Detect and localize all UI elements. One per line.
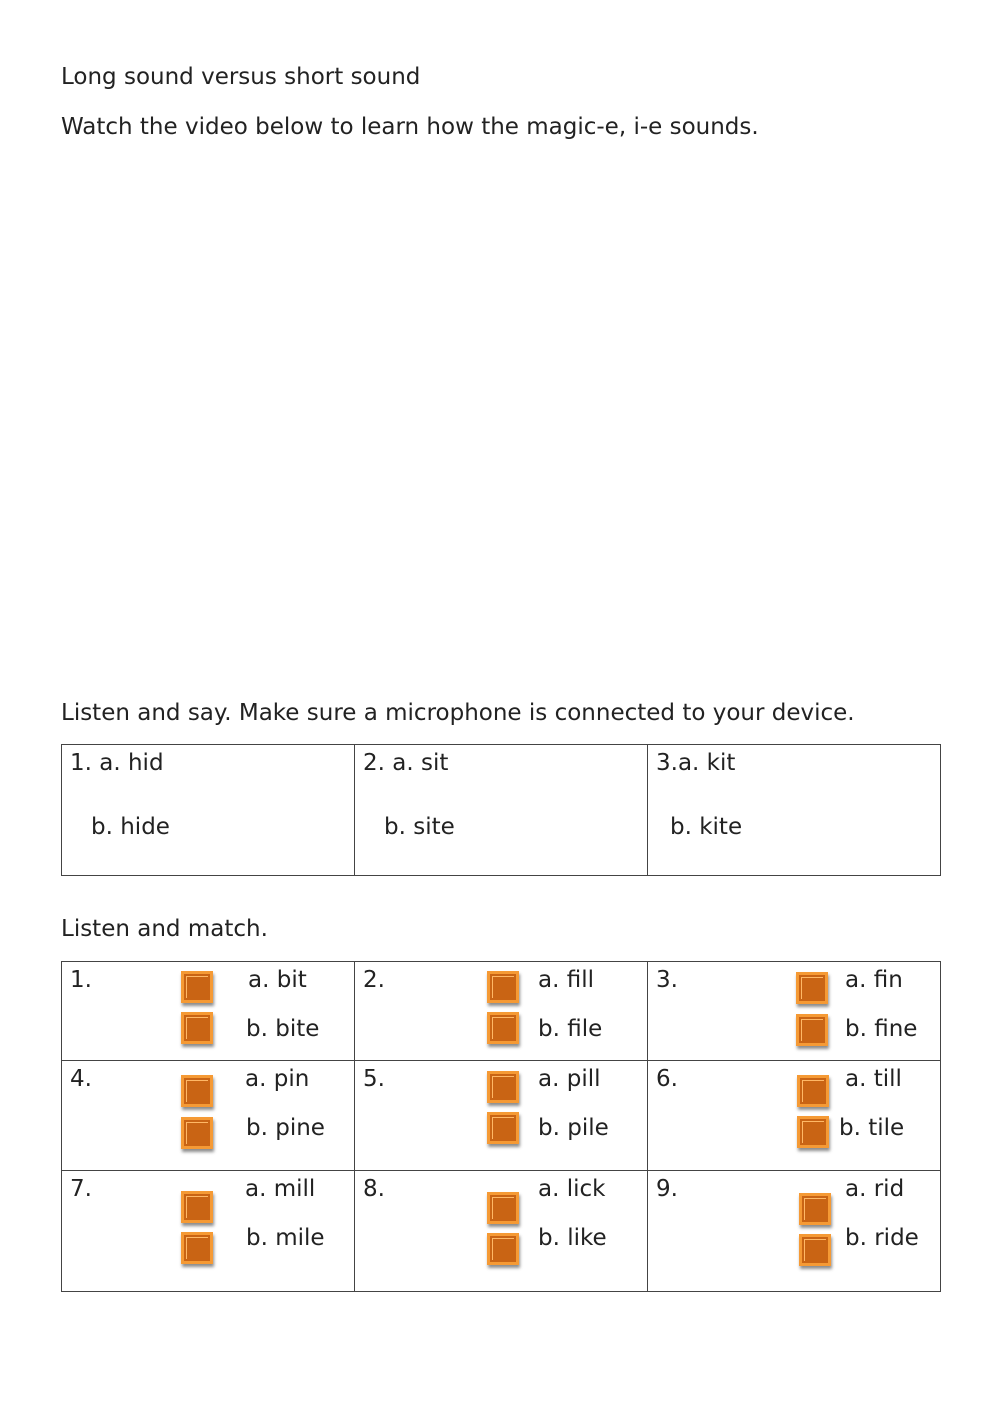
checkbox-option-b[interactable] (487, 1112, 519, 1144)
video-placeholder[interactable] (61, 160, 938, 680)
say-option-b: b. kite (670, 814, 743, 840)
option-b-label: b. tile (839, 1115, 905, 1141)
say-option-a: 2. a. sit (363, 750, 449, 776)
option-a-label: a. bit (248, 967, 307, 993)
option-a-label: a. fill (538, 967, 594, 993)
option-b-label: b. pile (538, 1115, 609, 1141)
checkbox-option-b[interactable] (181, 1012, 213, 1044)
checkbox-option-b[interactable] (799, 1234, 831, 1266)
item-number: 3. (656, 967, 678, 993)
item-number: 5. (363, 1066, 385, 1092)
video-instruction: Watch the video below to learn how the magic-e, i-e sounds. (61, 114, 759, 140)
checkbox-option-b[interactable] (487, 1233, 519, 1265)
option-a-label: a. mill (245, 1176, 316, 1202)
item-number: 6. (656, 1066, 678, 1092)
option-a-label: a. lick (538, 1176, 606, 1202)
match-instruction: Listen and match. (61, 916, 268, 942)
match-cell-9 (648, 1171, 941, 1292)
say-cell-2 (355, 745, 648, 876)
checkbox-option-a[interactable] (796, 972, 828, 1004)
checkbox-option-a[interactable] (181, 971, 213, 1003)
option-b-label: b. mile (246, 1225, 325, 1251)
say-option-a: 1. a. hid (70, 750, 164, 776)
say-cell-3 (648, 745, 941, 876)
option-a-label: a. pin (245, 1066, 310, 1092)
match-cell-4 (62, 1061, 355, 1171)
say-option-a: 3.a. kit (656, 750, 736, 776)
item-number: 7. (70, 1176, 92, 1202)
match-cell-8 (355, 1171, 648, 1292)
say-instruction: Listen and say. Make sure a microphone is connected to your device. (61, 700, 855, 726)
option-b-label: b. file (538, 1016, 603, 1042)
item-number: 2. (363, 967, 385, 993)
option-a-label: a. pill (538, 1066, 601, 1092)
item-number: 4. (70, 1066, 92, 1092)
option-b-label: b. fine (845, 1016, 918, 1042)
option-b-label: b. bite (246, 1016, 320, 1042)
say-option-b: b. hide (91, 814, 170, 840)
match-cell-1 (62, 962, 355, 1061)
option-a-label: a. fin (845, 967, 903, 993)
checkbox-option-b[interactable] (796, 1014, 828, 1046)
checkbox-option-a[interactable] (799, 1193, 831, 1225)
option-a-label: a. rid (845, 1176, 905, 1202)
checkbox-option-b[interactable] (797, 1116, 829, 1148)
checkbox-option-a[interactable] (797, 1075, 829, 1107)
checkbox-option-a[interactable] (181, 1075, 213, 1107)
say-table (61, 744, 941, 876)
option-b-label: b. ride (845, 1225, 919, 1251)
item-number: 9. (656, 1176, 678, 1202)
checkbox-option-b[interactable] (181, 1232, 213, 1264)
match-cell-2 (355, 962, 648, 1061)
checkbox-option-a[interactable] (487, 1071, 519, 1103)
match-table (61, 961, 941, 1292)
item-number: 8. (363, 1176, 385, 1202)
checkbox-option-a[interactable] (181, 1191, 213, 1223)
option-b-label: b. like (538, 1225, 607, 1251)
checkbox-option-b[interactable] (487, 1012, 519, 1044)
option-a-label: a. till (845, 1066, 902, 1092)
say-cell-1 (62, 745, 355, 876)
match-cell-5 (355, 1061, 648, 1171)
checkbox-option-b[interactable] (181, 1117, 213, 1149)
match-cell-7 (62, 1171, 355, 1292)
match-cell-6 (648, 1061, 941, 1171)
option-b-label: b. pine (246, 1115, 325, 1141)
match-cell-3 (648, 962, 941, 1061)
checkbox-option-a[interactable] (487, 1192, 519, 1224)
checkbox-option-a[interactable] (487, 971, 519, 1003)
say-option-b: b. site (384, 814, 455, 840)
item-number: 1. (70, 967, 92, 993)
worksheet-title: Long sound versus short sound (61, 64, 421, 90)
